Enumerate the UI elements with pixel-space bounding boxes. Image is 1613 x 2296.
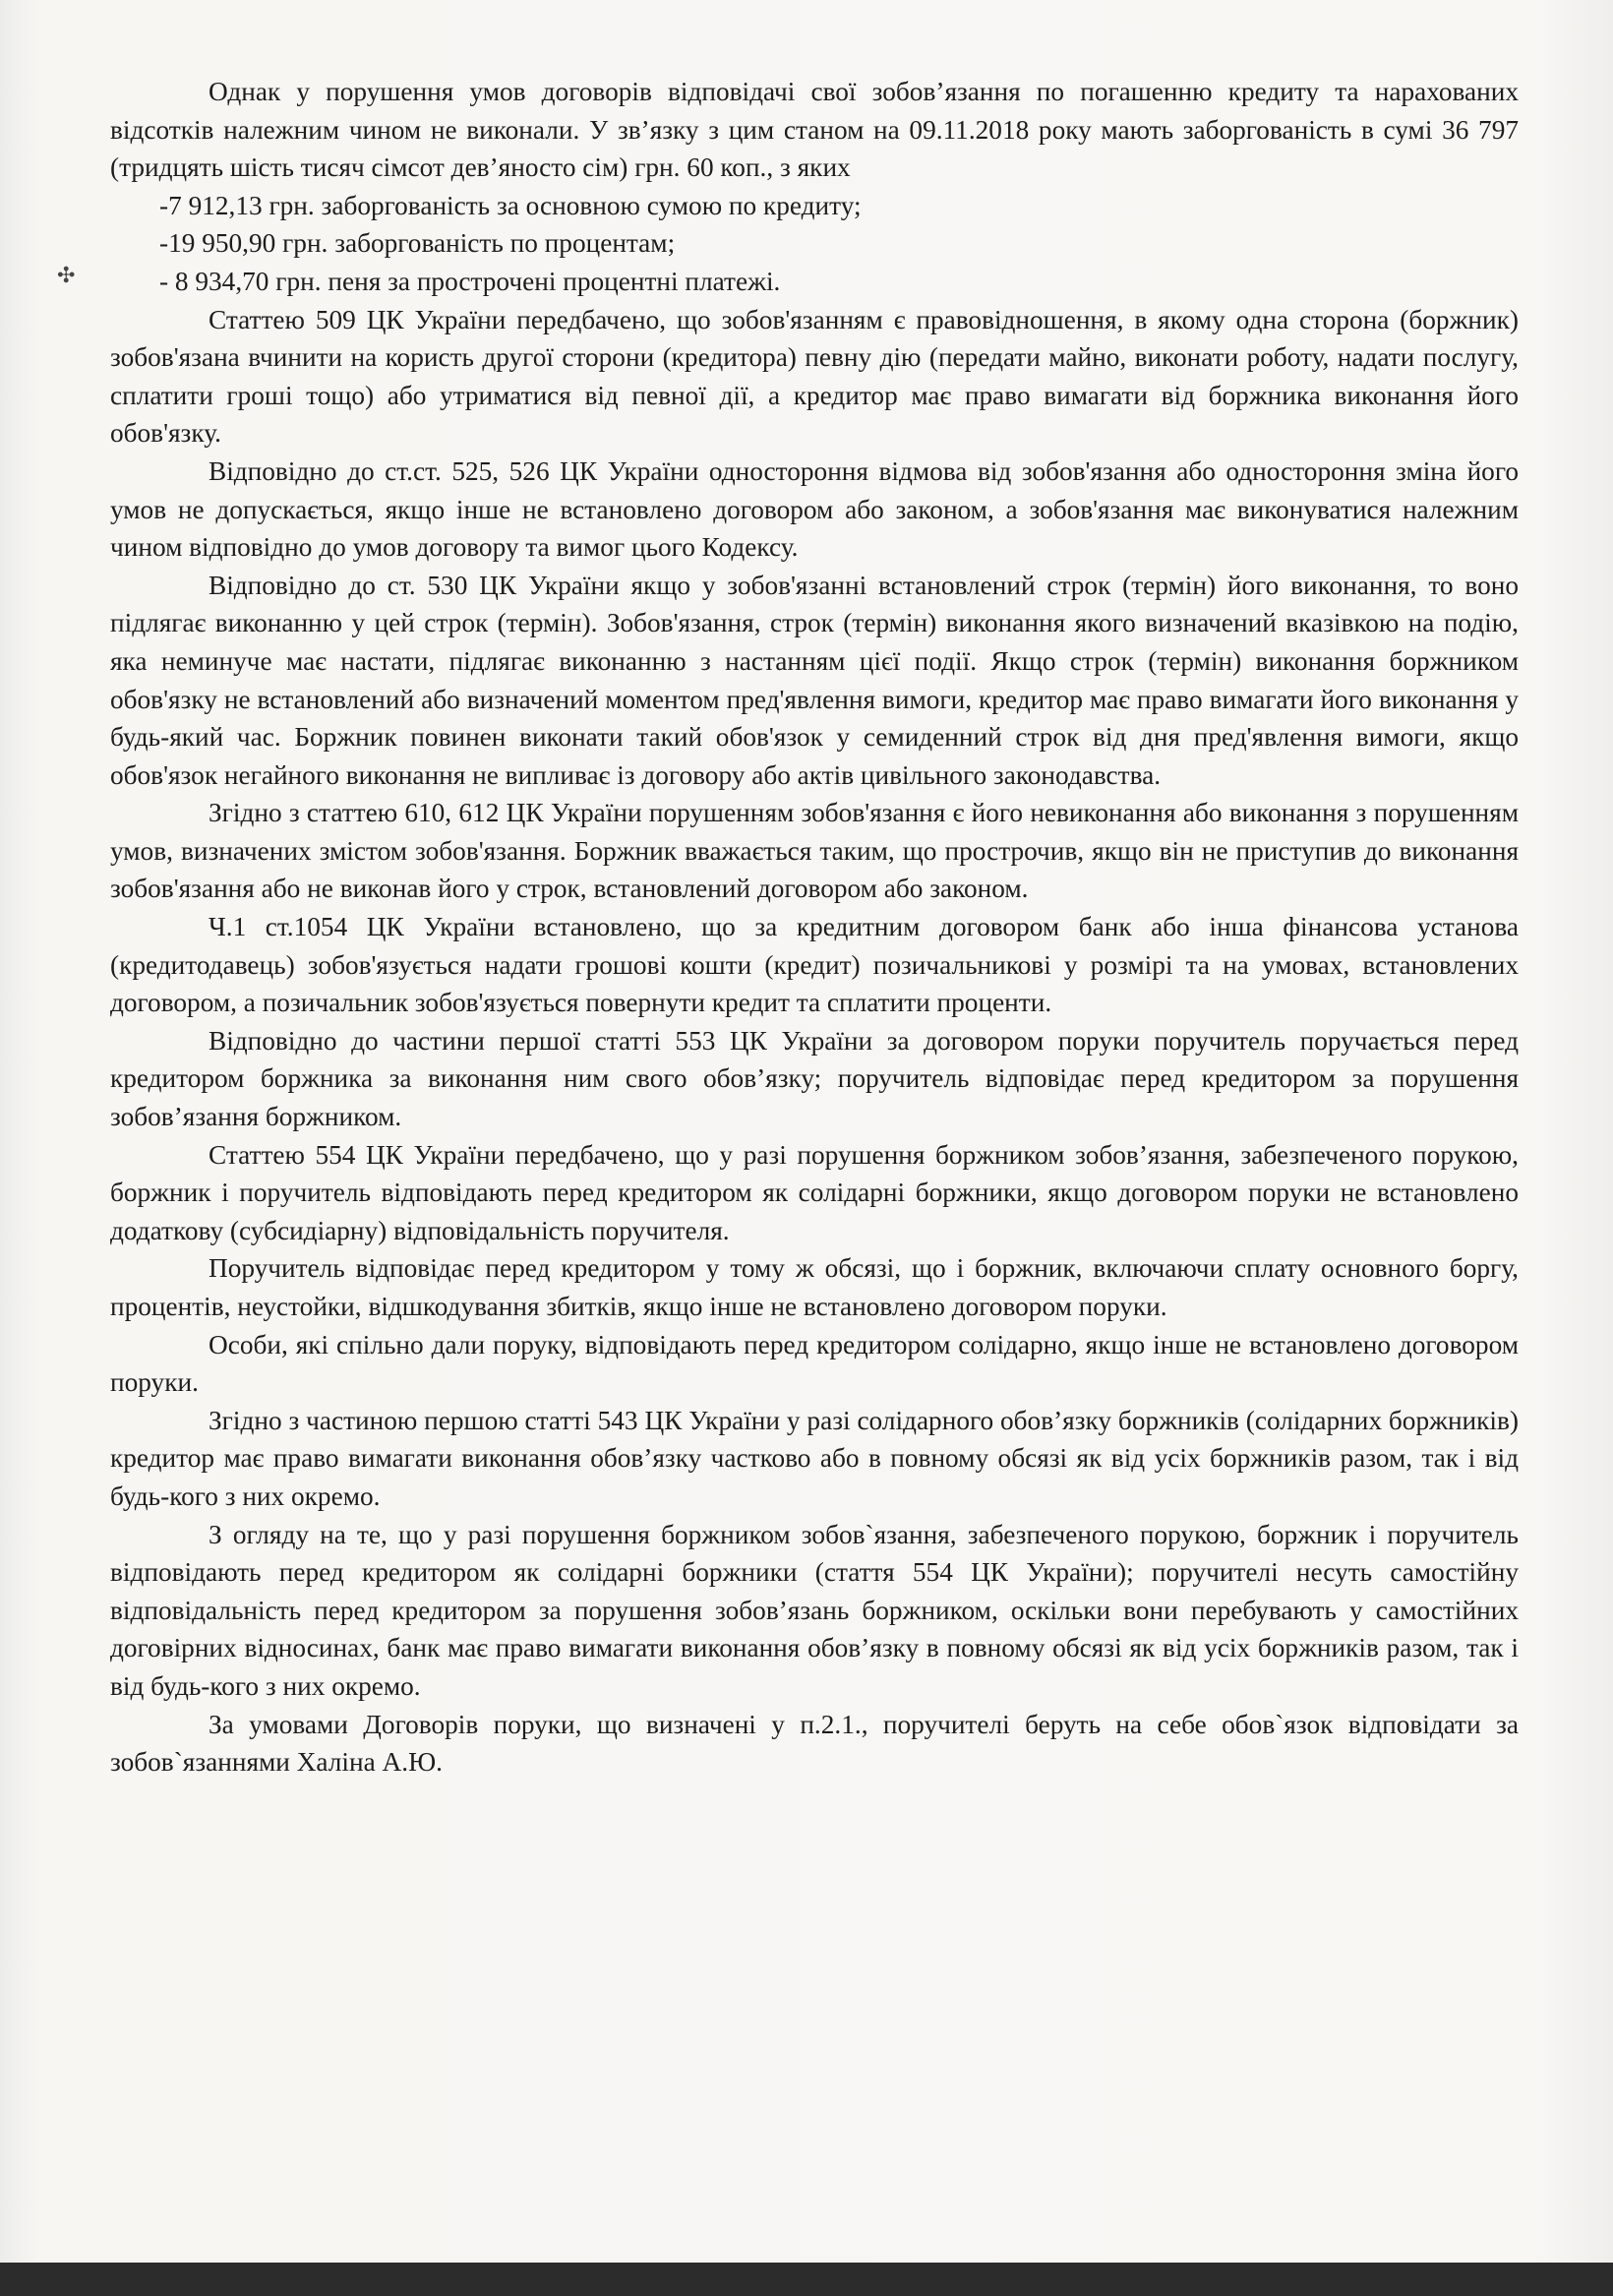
debt-line-interest: -19 950,90 грн. заборгованість по процентам; [159,228,676,259]
debt-line-principal: -7 912,13 грн. заборгованість за основною сумою по кредиту; [159,190,862,220]
paragraph-article-543: Згідно з частиною першою статті 543 ЦК України у разі солідарного обов’язку боржників (солідарних боржників) кредитор має право вимагати виконання обов’язку частково або в повному обсязі як від усіх боржників разом, так і від будь-кого з них окремо. [110,1405,1519,1511]
paragraph-article-1054: Ч.1 ст.1054 ЦК України встановлено, що за кредитним договором банк або інша фінансова установа (кредитодавець) зобов'язується надати грошові кошти (кредит) позичальникові у розмірі та на умовах, встановлених договором, а позичальник зобов'язується повернути кредит та сплатити проценти. [110,912,1519,1018]
paragraph-article-530: Відповідно до ст. 530 ЦК України якщо у зобов'язанні встановлений строк (термін) його виконання, то воно підлягає виконанню у цей строк (термін). Зобов'язання, строк (термін) виконання якого визначений вказівкою на подію, яка неминуче має настати, підлягає виконанню з настанням цієї події. Якщо строк (термін) виконання боржником обов'язку не встановлений або визначений моментом пред'явлення вимоги, кредитор має право вимагати його виконання у будь-який час. Боржник повинен виконати такий обов'язок у семиденний строк від дня пред'явлення вимоги, якщо обов'язок негайного виконання не випливає із договору або актів цивільного законодавства. [110,570,1519,790]
scan-bottom-edge [0,2263,1613,2296]
paragraph-debt-statement: Однак у порушення умов договорів відповідачі свої зобов’язання по погашенню кредиту та нарахованих відсотків належним чином не виконали. У зв’язку з цим станом на 09.11.2018 року мають заборгованість в сумі 36 797 (тридцять шість тисяч сімсот дев’яносто сім) грн. 60 коп., з яких [110,77,1519,183]
paragraph-guarantor-scope: Поручитель відповідає перед кредитором у тому ж обсязі, що і боржник, включаючи сплату основного боргу, процентів, неустойки, відшкодування збитків, якщо інше не встановлено договором поруки. [110,1253,1519,1321]
paragraph-joint-liability: З огляду на те, що у разі порушення боржником зобов`язання, забезпеченого порукою, боржник і поручитель відповідають перед кредитором як солідарні боржники (стаття 554 ЦК України); поручителі несуть самостійну відповідальність перед кредитором за порушення зобов’язань боржником, оскільки вони перебувають у самостійних договірних відносинах, банк має право вимагати виконання обов’язку в повному обсязі як від усіх боржників разом, так і від будь-кого з них окремо. [110,1519,1519,1701]
document-body [110,73,1519,1782]
punch-hole-mark-icon: ✣ [57,263,76,287]
paragraph-article-553: Відповідно до частини першої статті 553 ЦК України за договором поруки поручитель поручається перед кредитором боржника за виконання ним свого обов’язку; поручитель відповідає перед кредитором за порушення зобов’язання боржником. [110,1025,1519,1132]
paragraph-guarantee-agreements: За умовами Договорів поруки, що визначені у п.2.1., поручителі беруть на себе обов`язок відповідати за зобов`язаннями Халіна А.Ю. [110,1709,1519,1778]
paragraph-articles-525-526: Відповідно до ст.ст. 525, 526 ЦК України одностороння відмова від зобов'язання або одностороння зміна його умов не допускається, якщо інше не встановлено договором або законом, а зобов'язання має виконуватися належним чином відповідно до умов договору та вимог цього Кодексу. [110,455,1519,563]
paragraph-joint-guarantors: Особи, які спільно дали поруку, відповідають перед кредитором солідарно, якщо інше не встановлено договором поруки. [110,1329,1519,1398]
paragraph-article-554: Статтею 554 ЦК України передбачено, що у разі порушення боржником зобов’язання, забезпеченого порукою, боржник і поручитель відповідають перед кредитором як солідарні боржники, якщо договором поруки не встановлено додаткову (субсидіарну) відповідальність поручителя. [110,1139,1519,1245]
debt-line-penalty: - 8 934,70 грн. пеня за прострочені процентні платежі. [159,266,781,296]
paragraph-article-509: Статтею 509 ЦК України передбачено, що зобов'язанням є правовідношення, в якому одна сторона (боржник) зобов'язана вчинити на користь другої сторони (кредитора) певну дію (передати майно, виконати роботу, надати послугу, сплатити гроші тощо) або утриматися від певної дії, а кредитор має право вимагати від боржника виконання його обов'язку. [110,304,1519,449]
paragraph-articles-610-612: Згідно з статтею 610, 612 ЦК України порушенням зобов'язання є його невиконання або виконання з порушенням умов, визначених змістом зобов'язання. Боржник вважається таким, що прострочив, якщо він не приступив до виконання зобов'язання або не виконав його у строк, встановлений договором або законом. [110,798,1519,904]
